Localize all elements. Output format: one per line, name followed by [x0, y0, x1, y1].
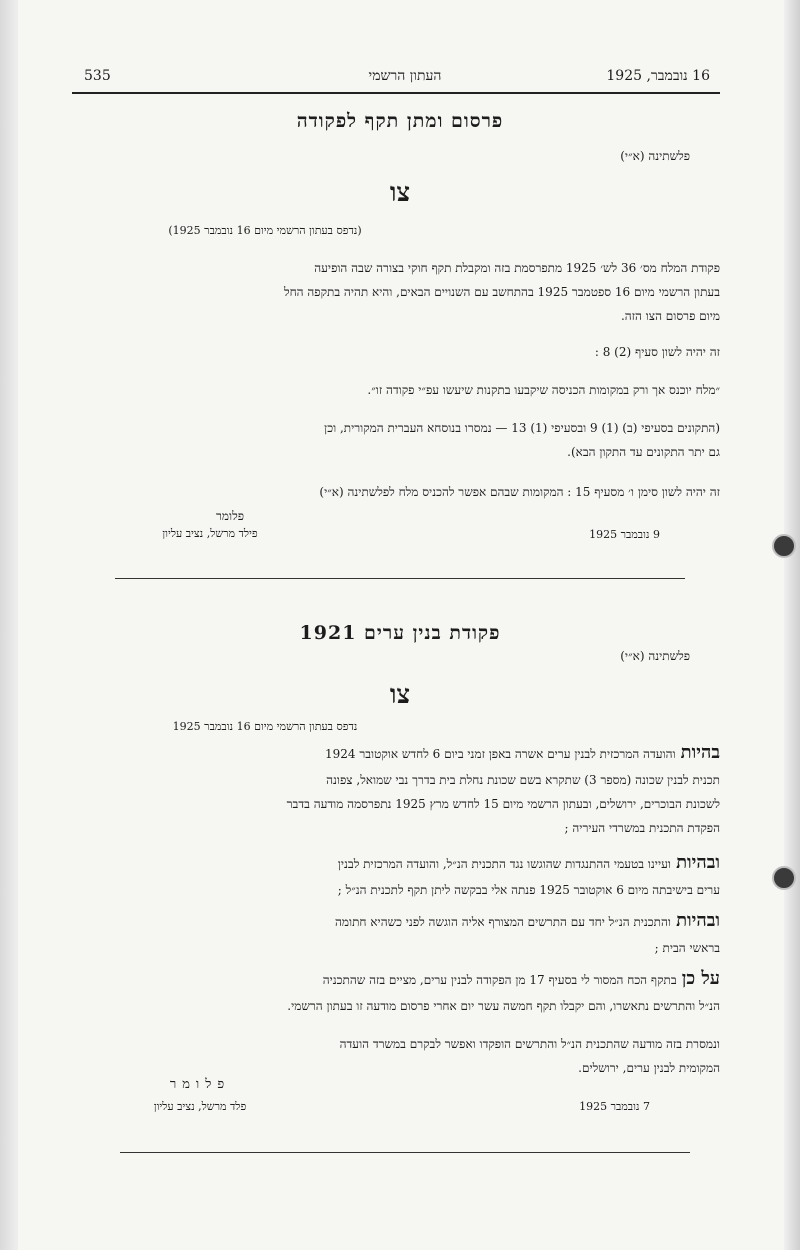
- notice2-para4-first: [110, 968, 720, 990]
- notice2-printed-in: נדפס בעתון הרשמי מיום 16 נובמבר 1925: [172, 720, 358, 733]
- notice2-para3-lead: ובהיות: [676, 910, 720, 931]
- scan-left-edge: [0, 0, 18, 1250]
- notice2-para2-first-text: ועיינו בטעמי ההתנגדות שהוגשו נגד התכנית הנ״ל, והועדה המרכזית לבנין: [337, 857, 671, 871]
- notice2-para2-first: [110, 852, 720, 874]
- notice2-para1-line4: הפקדת התכנית במשרדי העיריה ;: [564, 821, 720, 835]
- binder-hole-icon: [772, 534, 796, 558]
- notice2-para1-line2: תכנית לבנין שכונה (מספר 3) שתקרא בשם שכונת נחלת בית בדרך נבי שמואל, צפונה: [326, 773, 720, 787]
- notice1-para2: זה יהיה לשון סעיף (2) 8 :: [594, 345, 720, 359]
- notice1-printed-in: (נדפס בעתון הרשמי מיום 16 נובמבר 1925): [168, 224, 362, 237]
- notice1-para4-line1: (התקונים בסעיפי (ב) (1) 9 ובסעיפי (1) 13 — נמסרו בנוסחא העברית המקורית, וכן: [324, 421, 720, 435]
- page-number: 535: [84, 68, 111, 84]
- notice2-date: 7 נובמבר 1925: [579, 1100, 650, 1113]
- notice2-para5-line1: ונמסרת בזה מודעה שהתכנית הנ״ל והתרשים הופקדו ואפשר לבקרם במשרד הועדה: [339, 1037, 720, 1051]
- notice1-para3: ״מלח יוכנס אך ורק במקומות הכניסה שיקבעו בתקנות שיעשו עפ״י פקודה זו״.: [367, 383, 720, 397]
- notice2-para5-line2: המקומית לבנין ערים, ירושלים.: [578, 1061, 720, 1075]
- notice1-country: פלשתינה (א״י): [620, 149, 690, 163]
- scan-right-edge: [784, 0, 800, 1250]
- notice2-para1-lead: בהיות: [680, 742, 720, 763]
- notice1-para1-line3: מיום פרסום הצו הזה.: [620, 309, 720, 323]
- journal-name: העתון הרשמי: [368, 68, 442, 84]
- notice2-para1-first-text: והועדה המרכזית לבנין ערים אשרה באפן זמני ביום 6 לחדש אוקטובר 1924: [324, 747, 676, 761]
- notice1-signature-title: פילד מרשל, נציב עליון: [162, 527, 258, 540]
- notice2-para2-lead: ובהיות: [676, 852, 720, 873]
- notice2-para1-line3: לשכונת הבוכרים, ירושלים, ובעתון הרשמי מיום 15 לחדש מרץ 1925 נתפרסמה מודעה בדבר: [286, 797, 720, 811]
- notice2-decree: צו: [389, 680, 411, 710]
- notice2-para4-lead: על כן: [681, 968, 720, 989]
- notice1-para4-line2: גם יתר התקונים עד התקון הבא).: [567, 445, 720, 459]
- notice1-decree: צו: [389, 178, 411, 208]
- notice2-signature-title: פלד מרשל, נציב עליון: [153, 1100, 247, 1113]
- notice2-para2-line2: ערים בישיבתה מיום 6 אוקטובר 1925 פנתה אלי בבקשה ליתן תקף לתכנית הנ״ל ;: [337, 883, 720, 897]
- bottom-divider: [120, 1152, 690, 1153]
- section-divider: [115, 578, 685, 579]
- notice1-date: 9 נובמבר 1925: [589, 528, 660, 541]
- notice2-para3-first: [110, 910, 720, 932]
- notice2-para3-first-text: והתכנית הנ״ל יחד עם התרשים המצורף אליה הוגשה לפני כשהיא חתומה: [335, 915, 671, 929]
- notice1-signature-name: פלומר: [216, 509, 244, 523]
- notice1-title: פרסום ומתן תקף לפקודה: [296, 110, 504, 132]
- notice2-para4-first-text: בתקף הכח המסור לי בסעיף 17 מן הפקודה לבנין ערים, מציים בזה שהתכניה: [322, 973, 677, 987]
- notice2-para4-line2: הנ״ל והתרשים נתאשרו, והם יקבלו תקף חמשה עשר יום אחרי פרסום מודעה זו בעתון הרשמי.: [287, 999, 720, 1013]
- notice1-para5: זה יהיה לשון סימן ו׳ מסעיף 15 : המקומות שבהם אפשר להכניס מלח לפלשתינה (א״י): [319, 485, 720, 499]
- notice2-title: פקודת בנין ערים 1921: [299, 622, 501, 644]
- header-rule: [72, 92, 720, 94]
- notice2-country: פלשתינה (א״י): [620, 649, 690, 663]
- notice2-para1-first: [110, 742, 720, 764]
- notice2-para3-line2: בראשי הבית ;: [654, 941, 720, 955]
- issue-date: 16 נובמבר, 1925: [606, 68, 710, 84]
- binder-hole-icon: [772, 866, 796, 890]
- notice1-para1-line1: פקודת המלח מס׳ 36 לש׳ 1925 מתפרסמת בזה ומקבלת תקף חוקי בצורה שבה הופיעה: [314, 261, 720, 275]
- notice2-signature-name: פלומר: [169, 1077, 231, 1092]
- notice1-para1-line2: בעתון הרשמי מיום 16 ספטמבר 1925 בהתחשב עם השנויים הבאים, והיא תהיה בתקפה החל: [283, 285, 720, 299]
